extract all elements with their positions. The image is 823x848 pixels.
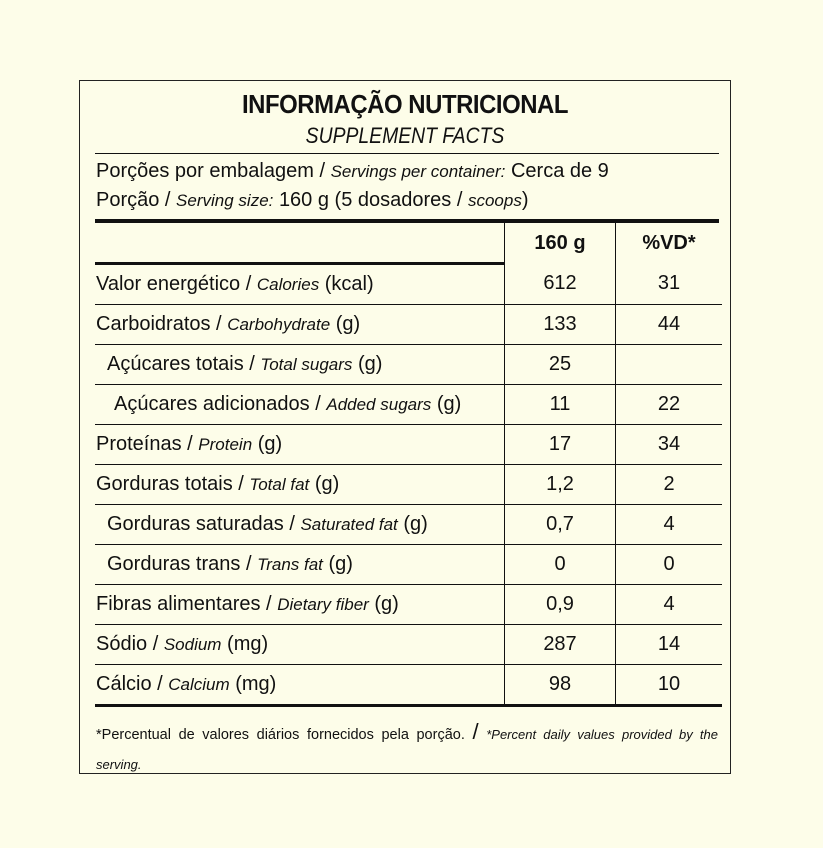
nutrient-name: Proteínas / Protein (g) [95, 425, 505, 465]
table-row [95, 385, 722, 425]
nutrition-facts-panel [79, 80, 731, 774]
daily-value: 44 [616, 305, 723, 345]
nutrient-name: Açúcares totais / Total sugars (g) [95, 345, 505, 385]
portion-value: 0 [505, 545, 616, 585]
daily-value: 4 [616, 505, 723, 545]
table-row [95, 264, 722, 305]
daily-value-column-header: %VD* [616, 223, 723, 264]
table-row [95, 465, 722, 505]
title-divider [95, 153, 719, 154]
nutrient-name: Sódio / Sodium (mg) [95, 625, 505, 665]
portion-value: 11 [505, 385, 616, 425]
daily-value: 14 [616, 625, 723, 665]
nutrient-name: Carboidratos / Carbohydrate (g) [95, 305, 505, 345]
portion-column-header: 160 g [505, 223, 616, 264]
daily-value: 4 [616, 585, 723, 625]
portion-value: 612 [505, 264, 616, 305]
footnote: *Percentual de valores diários fornecidos pela porção. / *Percent daily values provided by the serving. [96, 719, 719, 772]
table-row [95, 625, 722, 665]
table-header-row [95, 223, 722, 264]
nutrition-table [95, 223, 722, 707]
table-row [95, 585, 722, 625]
daily-value: 0 [616, 545, 723, 585]
portion-value: 1,2 [505, 465, 616, 505]
daily-value: 34 [616, 425, 723, 465]
nutrient-name: Gorduras totais / Total fat (g) [95, 465, 505, 505]
portion-value: 0,9 [505, 585, 616, 625]
nutrient-name: Açúcares adicionados / Added sugars (g) [95, 385, 505, 425]
nutrient-name: Valor energético / Calories (kcal) [96, 273, 374, 295]
table-row [95, 345, 722, 385]
daily-value: 22 [616, 385, 723, 425]
nutrient-name: Fibras alimentares / Dietary fiber (g) [95, 585, 505, 625]
daily-value: 10 [616, 665, 723, 706]
portion-value: 17 [505, 425, 616, 465]
nutrient-name: Cálcio / Calcium (mg) [95, 665, 505, 706]
serving-size: Porção / Serving size: 160 g (5 dosadores / scoops) [96, 189, 529, 211]
label-subtitle: SUPPLEMENT FACTS [305, 123, 505, 148]
portion-value: 0,7 [505, 505, 616, 545]
label-title: INFORMAÇÃO NUTRICIONAL [241, 89, 569, 119]
nutrient-name: Gorduras trans / Trans fat (g) [95, 545, 505, 585]
table-row [95, 665, 722, 706]
nutrient-name: Gorduras saturadas / Saturated fat (g) [95, 505, 505, 545]
table-row [95, 505, 722, 545]
daily-value: 2 [616, 465, 723, 505]
portion-value: 133 [505, 305, 616, 345]
table-row [95, 545, 722, 585]
portion-value: 25 [505, 345, 616, 385]
portion-value: 287 [505, 625, 616, 665]
daily-value: 31 [616, 264, 723, 305]
table-row [95, 425, 722, 465]
servings-per-container: Porções por embalagem / Servings per container: Cerca de 9 [96, 160, 609, 182]
daily-value [616, 345, 723, 385]
portion-value: 98 [505, 665, 616, 706]
table-row [95, 305, 722, 345]
